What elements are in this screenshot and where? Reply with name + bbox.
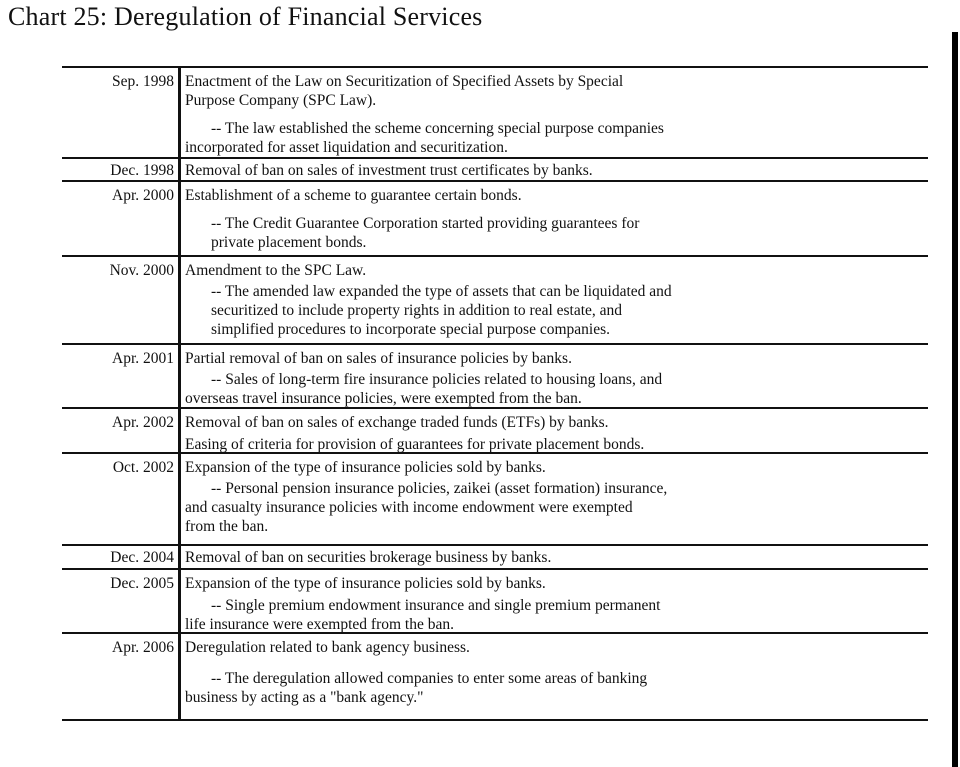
- description-line: Removal of ban on securities brokerage business by banks.: [185, 549, 552, 566]
- description-line: Removal of ban on sales of investment trust certificates by banks.: [185, 162, 593, 179]
- note-line: life insurance were exempted from the ban.: [185, 616, 454, 633]
- note-line: -- The law established the scheme concerning special purpose companies: [211, 120, 664, 137]
- right-edge-bar: [952, 32, 958, 767]
- table-row: [62, 452, 928, 546]
- row-note: [185, 214, 916, 252]
- description-line: Partial removal of ban on sales of insurance policies by banks.: [185, 350, 572, 367]
- note-line: -- Single premium endowment insurance and single premium permanent: [211, 597, 661, 614]
- row-note: [185, 596, 916, 634]
- row-date: Apr. 2002: [112, 414, 174, 431]
- row-note: [185, 370, 916, 408]
- note-line: overseas travel insurance policies, were exempted from the ban.: [185, 390, 582, 407]
- row-note: [185, 119, 916, 157]
- deregulation-table: [62, 66, 928, 721]
- note-line: incorporated for asset liquidation and securitization.: [185, 139, 508, 156]
- table-row: [62, 343, 928, 409]
- row-description: [185, 548, 916, 567]
- note-line: -- The amended law expanded the type of assets that can be liquidated and: [211, 283, 672, 300]
- note-line: -- The deregulation allowed companies to enter some areas of banking: [211, 670, 648, 687]
- row-description: [185, 261, 916, 339]
- description-line: Amendment to the SPC Law.: [185, 262, 367, 279]
- table-row: [62, 68, 928, 157]
- row-date: Dec. 1998: [110, 162, 174, 179]
- row-date: Nov. 2000: [109, 262, 174, 279]
- note-line: from the ban.: [185, 518, 269, 535]
- table-row: [62, 407, 928, 454]
- table-row: [62, 157, 928, 182]
- row-description: [185, 638, 916, 707]
- table-row: [62, 568, 928, 634]
- description-line: Establishment of a scheme to guarantee certain bonds.: [185, 187, 522, 204]
- description-line: Removal of ban on sales of exchange traded funds (ETFs) by banks.: [185, 414, 609, 431]
- note-line: simplified procedures to incorporate special purpose companies.: [211, 321, 610, 338]
- note-line: -- Personal pension insurance policies, zaikei (asset formation) insurance,: [211, 480, 668, 497]
- note-line: -- Sales of long-term fire insurance policies related to housing loans, and: [211, 371, 663, 388]
- row-description: [185, 413, 916, 454]
- row-description: [185, 574, 916, 634]
- note-line: -- The Credit Guarantee Corporation started providing guarantees for: [211, 215, 640, 232]
- row-description: [185, 72, 916, 157]
- description-line: Easing of criteria for provision of guarantees for private placement bonds.: [185, 436, 645, 453]
- table-row: [62, 544, 928, 570]
- row-description: [185, 186, 916, 252]
- row-description: [185, 458, 916, 536]
- row-note: [185, 479, 916, 536]
- row-date: Apr. 2000: [112, 187, 174, 204]
- chart-title: Chart 25: Deregulation of Financial Services: [8, 2, 483, 31]
- row-date: Dec. 2004: [110, 549, 174, 566]
- row-description: [185, 349, 916, 408]
- table-row: [62, 255, 928, 345]
- description-line: Purpose Company (SPC Law).: [185, 92, 377, 109]
- description-line: Expansion of the type of insurance policies sold by banks.: [185, 459, 546, 476]
- row-description: [185, 161, 916, 180]
- note-line: securitized to include property rights in addition to real estate, and: [211, 302, 623, 319]
- description-line: Deregulation related to bank agency business.: [185, 639, 470, 656]
- description-line: Enactment of the Law on Securitization of Specified Assets by Special: [185, 73, 624, 90]
- row-date: Apr. 2006: [112, 639, 174, 656]
- row-note: [185, 669, 916, 707]
- row-date: Sep. 1998: [112, 73, 174, 90]
- row-date: Dec. 2005: [110, 575, 174, 592]
- table-row: [62, 632, 928, 721]
- table-row: [62, 180, 928, 257]
- row-date: Apr. 2001: [112, 350, 174, 367]
- note-line: and casualty insurance policies with income endowment were exempted: [185, 499, 633, 516]
- description-line: Expansion of the type of insurance policies sold by banks.: [185, 575, 546, 592]
- row-note: [185, 282, 916, 339]
- note-line: private placement bonds.: [211, 234, 367, 251]
- note-line: business by acting as a "bank agency.": [185, 689, 424, 706]
- row-date: Oct. 2002: [112, 459, 174, 476]
